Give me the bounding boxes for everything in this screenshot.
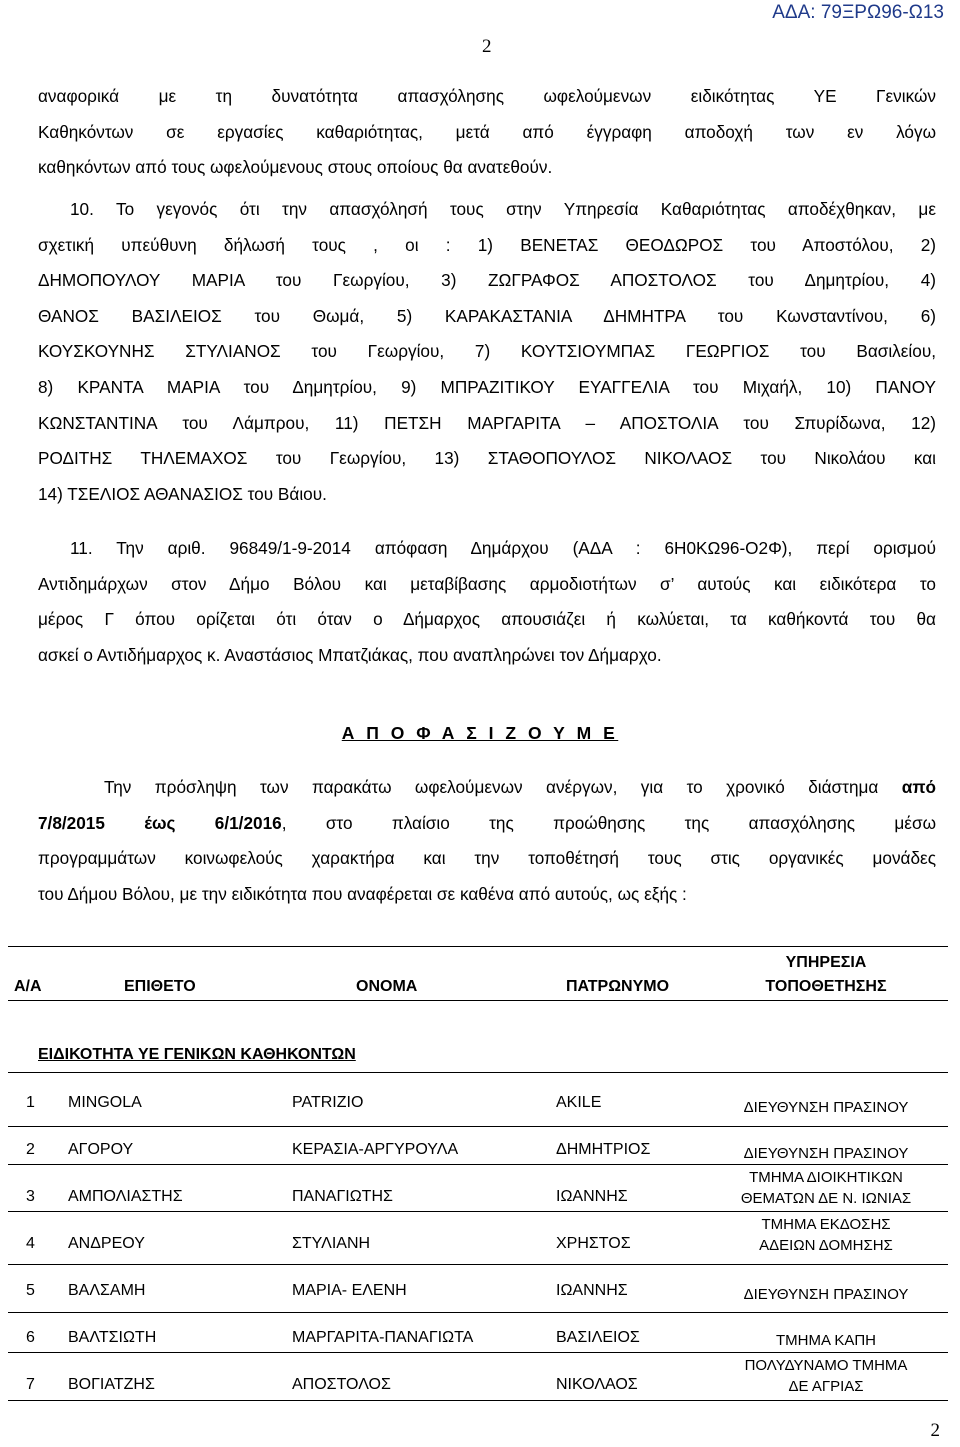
decision-text: , στο πλαίσιο της προώθησης της απασχόλησης μέσω <box>281 812 937 833</box>
cell-father: ΒΑΣΙΛΕΙΟΣ <box>556 1329 640 1346</box>
cell-aa: 4 <box>26 1235 35 1252</box>
table-header <box>0 950 960 1000</box>
cell-surname: ΑΜΠΟΛΙΑΣΤΗΣ <box>68 1188 183 1205</box>
text-line: Καθηκόντων σε εργασίες καθαριότητας, μετά από έγγραφη αποδοχή των εν λόγω <box>38 121 936 142</box>
cell-surname: ΒΑΛΤΣΙΩΤΗ <box>68 1329 157 1346</box>
cell-father: ΝΙΚΟΛΑΟΣ <box>556 1376 638 1393</box>
cell-service: ΤΜΗΜΑ ΚΑΠΗ <box>775 1332 876 1349</box>
text-line: Αντιδημάρχων στον Δήμο Βόλου και μεταβίβασης αρμοδιοτήτων σ’ αυτούς και ειδικότερα το <box>38 573 936 594</box>
table-rule <box>8 1164 948 1165</box>
decision-date-from: από <box>901 777 936 797</box>
cell-aa: 7 <box>26 1376 35 1393</box>
cell-father: ΙΩΑΝΝΗΣ <box>556 1188 628 1205</box>
cell-aa: 5 <box>26 1282 35 1299</box>
item-11-paragraph <box>38 531 936 673</box>
cell-service-line-2: ΘΕΜΑΤΩΝ ΔΕ Ν. ΙΩΝΙΑΣ <box>740 1190 912 1207</box>
text-line: ΚΟΥΣΚΟΥΝΗΣ ΣΤΥΛΙΑΝΟΣ του Γεωργίου, 7) ΚΟΥΤΣΙΟΥΜΠΑΣ ΓΕΩΡΓΙΟΣ του Βασιλείου, <box>38 341 936 362</box>
header-service-2: ΤΟΠΟΘΕΤΗΣΗΣ <box>765 978 887 995</box>
text-line: σχετική υπεύθυνη δήλωσή τους , οι : 1) ΒΕΝΕΤΑΣ ΘΕΟΔΩΡΟΣ του Αποστόλου, 2) <box>38 234 936 255</box>
text-line: του Δήμου Βόλου, με την ειδικότητα που αναφέρεται σε καθένα από αυτούς, ως εξής : <box>38 883 687 904</box>
text-line: αναφορικά με τη δυνατότητα απασχόλησης ωφελούμενων ειδικότητας ΥΕ Γενικών <box>38 86 936 106</box>
header-surname: ΕΠΙΘΕΤΟ <box>124 978 196 995</box>
header-father: ΠΑΤΡΩΝΥΜΟ <box>566 978 670 995</box>
cell-service-line-1: ΠΟΛΥΔΥΝΑΜΟ ΤΜΗΜΑ <box>744 1357 908 1374</box>
cell-service-line-1: ΤΜΗΜΑ ΔΙΟΙΚΗΤΙΚΩΝ <box>749 1169 903 1186</box>
item-10-paragraph <box>38 192 936 512</box>
text-line: 8) ΚΡΑΝΤΑ ΜΑΡΙΑ του Δημητρίου, 9) ΜΠΡΑΖΙΤΙΚΟΥ ΕΥΑΓΓΕΛΙΑ του Μιχαήλ, 10) ΠΑΝΟΥ <box>38 376 936 397</box>
cell-surname: MINGOLA <box>68 1094 142 1111</box>
cell-name: PATRIZIO <box>292 1094 364 1111</box>
decision-heading-text: Α Π Ο Φ Α Σ Ι Ζ Ο Υ Μ Ε <box>341 723 619 743</box>
cell-name: ΑΠΟΣΤΟΛΟΣ <box>292 1376 391 1393</box>
text-line: ασκεί ο Αντιδήμαρχος κ. Αναστάσιος Μπατζιάκας, που αναπληρώνει τον Δήμαρχο. <box>38 644 662 665</box>
cell-aa: 2 <box>26 1141 35 1158</box>
decision-paragraph <box>38 770 936 912</box>
cell-father: ΧΡΗΣΤΟΣ <box>556 1235 631 1252</box>
text-line: ΔΗΜΟΠΟΥΛΟΥ ΜΑΡΙΑ του Γεωργίου, 3) ΖΩΓΡΑΦΟΣ ΑΠΟΣΤΟΛΟΣ του Δημητρίου, 4) <box>38 270 936 291</box>
table-rule <box>8 1400 948 1401</box>
cell-name: ΠΑΝΑΓΙΩΤΗΣ <box>292 1188 393 1205</box>
cell-name: ΜΑΡΙΑ- ΕΛΕΝΗ <box>292 1282 407 1299</box>
cell-surname: ΑΓΟΡΟΥ <box>68 1141 134 1158</box>
page-number-top: 2 <box>482 36 492 57</box>
table-rule <box>8 1264 948 1265</box>
ada-code: ΑΔΑ: 79ΞΡΩ96-Ω13 <box>772 2 944 23</box>
cell-surname: ΒΟΓΙΑΤΖΗΣ <box>68 1376 155 1393</box>
cell-service-line-1: ΤΜΗΜΑ ΕΚΔΟΣΗΣ <box>761 1216 891 1233</box>
cell-father: ΙΩΑΝΝΗΣ <box>556 1282 628 1299</box>
table-rule <box>8 1072 948 1073</box>
text-line: καθηκόντων από τους ωφελούμενους στους οποίους θα ανατεθούν. <box>38 157 553 178</box>
cell-aa: 1 <box>26 1094 35 1111</box>
cell-father: ΔΗΜΗΤΡΙΟΣ <box>556 1141 651 1158</box>
cell-aa: 3 <box>26 1188 35 1205</box>
cell-father: AKILE <box>556 1094 602 1111</box>
text-line: 10. Το γεγονός ότι την απασχόλησή τους στην Υπηρεσία Καθαριότητας αποδέχθηκαν, με <box>70 199 936 219</box>
cell-surname: ΒΑΛΣΑΜΗ <box>68 1282 146 1299</box>
decision-text: Την πρόσληψη των παρακάτω ωφελούμενων ανέργων, για το χρονικό διάστημα <box>104 777 902 797</box>
cell-name: ΜΑΡΓΑΡΙΤΑ-ΠΑΝΑΓΙΩΤΑ <box>292 1329 474 1346</box>
cell-aa: 6 <box>26 1329 35 1346</box>
cell-name: ΚΕΡΑΣΙΑ-ΑΡΓΥΡΟΥΛΑ <box>292 1141 459 1158</box>
cell-service: ΔΙΕΥΘΥΝΣΗ ΠΡΑΣΙΝΟΥ <box>743 1099 909 1116</box>
text-line: ΡΟΔΙΤΗΣ ΤΗΛΕΜΑΧΟΣ του Γεωργίου, 13) ΣΤΑΘΟΠΟΥΛΟΣ ΝΙΚΟΛΑΟΣ του Νικολάου και <box>38 448 936 469</box>
decision-date-range: 7/8/2015 έως 6/1/2016 <box>38 812 282 833</box>
header-aa: Α/Α <box>14 978 42 995</box>
table-rule <box>8 1000 948 1001</box>
cell-service: ΔΙΕΥΘΥΝΣΗ ΠΡΑΣΙΝΟΥ <box>743 1145 909 1162</box>
text-line: μέρος Γ όπου ορίζεται ότι όταν ο Δήμαρχος απουσιάζει ή κωλύεται, τα καθήκοντά του θα <box>38 609 936 630</box>
text-line: προγραμμάτων κοινωφελούς χαρακτήρα και την τοποθέτησή τους στις οργανικές μονάδες <box>38 848 936 869</box>
category-title: ΕΙΔΙΚΟΤΗΤΑ ΥΕ ΓΕΝΙΚΩΝ ΚΑΘΗΚΟΝΤΩΝ <box>38 1046 356 1063</box>
table-rule <box>8 1211 948 1212</box>
cell-service-line-2: ΑΔΕΙΩΝ ΔΟΜΗΣΗΣ <box>759 1237 893 1254</box>
header-service-1: ΥΠΗΡΕΣΙΑ <box>785 954 867 971</box>
text-line: 14) ΤΣΕΛΙΟΣ ΑΘΑΝΑΣΙΟΣ του Βάιου. <box>38 483 327 504</box>
cell-name: ΣΤΥΛΙΑΝΗ <box>292 1235 371 1252</box>
header-name: ΟΝΟΜΑ <box>356 978 418 995</box>
page-number-bottom: 2 <box>930 1420 940 1441</box>
table-rule <box>8 1126 948 1127</box>
cell-surname: ΑΝΔΡΕΟΥ <box>68 1235 145 1252</box>
text-line: 11. Την αριθ. 96849/1-9-2014 απόφαση Δημάρχου (ΑΔΑ : 6Η0ΚΩ96-Ο2Φ), περί ορισμού <box>70 538 936 558</box>
text-line <box>38 770 936 806</box>
table-top-rule <box>8 946 948 947</box>
cell-service-line-2: ΔΕ ΑΓΡΙΑΣ <box>788 1378 864 1395</box>
intro-paragraph <box>38 79 936 186</box>
decision-heading <box>0 723 960 744</box>
cell-service: ΔΙΕΥΘΥΝΣΗ ΠΡΑΣΙΝΟΥ <box>743 1286 909 1303</box>
table-rule <box>8 1312 948 1313</box>
text-line: ΚΩΝΣΤΑΝΤΙΝΑ του Λάμπρου, 11) ΠΕΤΣΗ ΜΑΡΓΑΡΙΤΑ – ΑΠΟΣΤΟΛΙΑ του Σπυρίδωνα, 12) <box>38 412 936 433</box>
text-line: ΘΑΝΟΣ ΒΑΣΙΛΕΙΟΣ του Θωμά, 5) ΚΑΡΑΚΑΣΤΑΝΙΑ ΔΗΜΗΤΡΑ του Κωνσταντίνου, 6) <box>38 305 936 326</box>
table-rule <box>8 1352 948 1353</box>
text-line <box>38 806 936 842</box>
